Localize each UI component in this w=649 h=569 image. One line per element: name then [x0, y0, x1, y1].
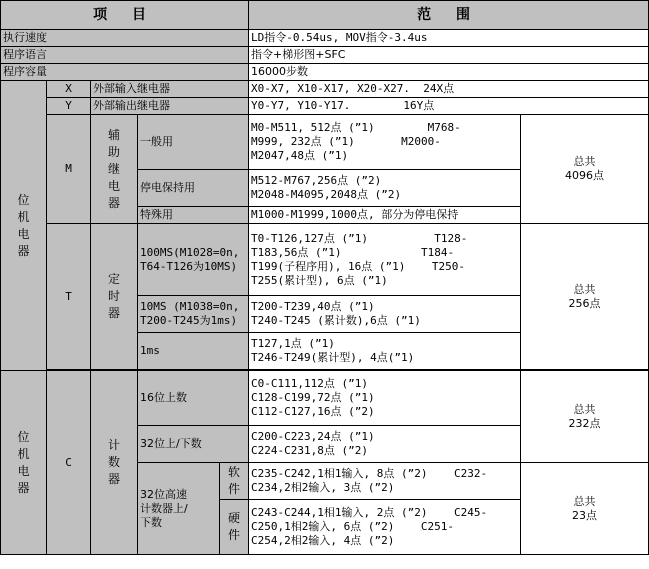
c-total-2: 总共 23点: [521, 463, 649, 555]
m-retain-value: M512-M767,256点 (”2) M2048-M4095,2048点 (”2): [249, 170, 521, 207]
t-10ms-name: 10MS (M1038=0n, T200-T245为1ms): [138, 296, 249, 333]
label-language: 程序语言: [1, 47, 249, 64]
c-hs-soft-value: C235-C242,1相1输入, 8点 (”2) C232- C234,2相2输入, 3点 (”2): [249, 463, 521, 500]
y-code: Y: [47, 98, 91, 115]
c-16bit-name: 16位上数: [138, 371, 249, 426]
m-retain-name: 停电保持用: [138, 170, 249, 207]
c-32bit-value: C200-C223,24点 (”1) C224-C231,8点 (”2): [249, 426, 521, 463]
x-name: 外部输入继电器: [91, 81, 249, 98]
t-100ms-name: 100MS(M1028=0n, T64-T126为10MS): [138, 224, 249, 296]
m-special-value: M1000-M1999,1000点, 部分为停电保持: [249, 207, 521, 224]
m-total: 总共 4096点: [521, 115, 649, 224]
c-desc-cell: [91, 371, 138, 555]
m-general-name: 一般用: [138, 115, 249, 170]
m-special-name: 特殊用: [138, 207, 249, 224]
m-general-value: M0-M511, 512点 (”1) M768- M999, 232点 (”1) M2000- M2047,48点 (”1): [249, 115, 521, 170]
y-name: 外部输出继电器: [91, 98, 249, 115]
value-exec-speed: LD指令-0.54us, MOV指令-3.4us: [249, 30, 649, 47]
row-m-general: [1, 115, 649, 170]
group1-label: [1, 81, 47, 371]
c-hs-name: 32位高速 计数器上/ 下数: [138, 463, 220, 555]
label-exec-speed: 执行速度: [1, 30, 249, 47]
header-range: 范 围: [249, 1, 649, 30]
row-t-100ms: [1, 224, 649, 296]
t-100ms-value: T0-T126,127点 (”1) T128- T183,56点 (”1) T184- T199(子程序用), 16点 (”1) T250- T255(累计型), 6点 (”1): [249, 224, 521, 296]
header-item: 项 目: [1, 1, 249, 30]
t-1ms-name: 1ms: [138, 333, 249, 370]
value-language: 指令+梯形图+SFC: [249, 47, 649, 64]
c-16bit-value: C0-C111,112点 (”1) C128-C199,72点 (”1) C112-C127,16点 (”2): [249, 371, 521, 426]
value-capacity: 16000步数: [249, 64, 649, 81]
c-hs-hard-cell: [220, 500, 249, 555]
x-value: X0-X7, X10-X17, X20-X27. 24X点: [249, 81, 649, 98]
header-row: [1, 1, 649, 30]
t-desc-cell: [91, 224, 138, 370]
c-code: C: [47, 371, 91, 555]
t-desc: 定 时 器: [107, 272, 120, 320]
m-desc: 辅 助 继 电 器: [107, 127, 120, 210]
c-hs-hard-value: C243-C244,1相1输入, 2点 (”2) C245- C250,1相2输入, 6点 (”2) C251- C254,2相2输入, 4点 (”2): [249, 500, 521, 555]
c-32bit-name: 32位上/下数: [138, 426, 249, 463]
t-total: 总共 256点: [521, 224, 649, 370]
c-hs-soft-type: 软 件: [228, 465, 241, 496]
row-language: [1, 47, 649, 64]
c-desc: 计 数 器: [107, 438, 120, 486]
row-capacity: [1, 64, 649, 81]
row-c-16bit: [1, 371, 649, 426]
y-value: Y0-Y7, Y10-Y17. 16Y点: [249, 98, 649, 115]
c-hs-soft-cell: [220, 463, 249, 500]
x-code: X: [47, 81, 91, 98]
row-x: [1, 81, 649, 98]
row-exec-speed: [1, 30, 649, 47]
t-code: T: [47, 224, 91, 370]
m-code: M: [47, 115, 91, 224]
c-total-1: 总共 232点: [521, 371, 649, 463]
group1-name: 位 机 电 器: [17, 192, 30, 258]
group2-name: 位 机 电 器: [17, 429, 30, 495]
row-y: [1, 98, 649, 115]
m-desc-cell: [91, 115, 138, 224]
label-capacity: 程序容量: [1, 64, 249, 81]
t-1ms-value: T127,1点 (”1) T246-T249(累计型), 4点(”1): [249, 333, 521, 370]
t-10ms-value: T200-T239,40点 (”1) T240-T245 (累计数),6点 (”1): [249, 296, 521, 333]
group2-label: [1, 371, 47, 555]
c-hs-hard-type: 硬 件: [228, 511, 241, 542]
